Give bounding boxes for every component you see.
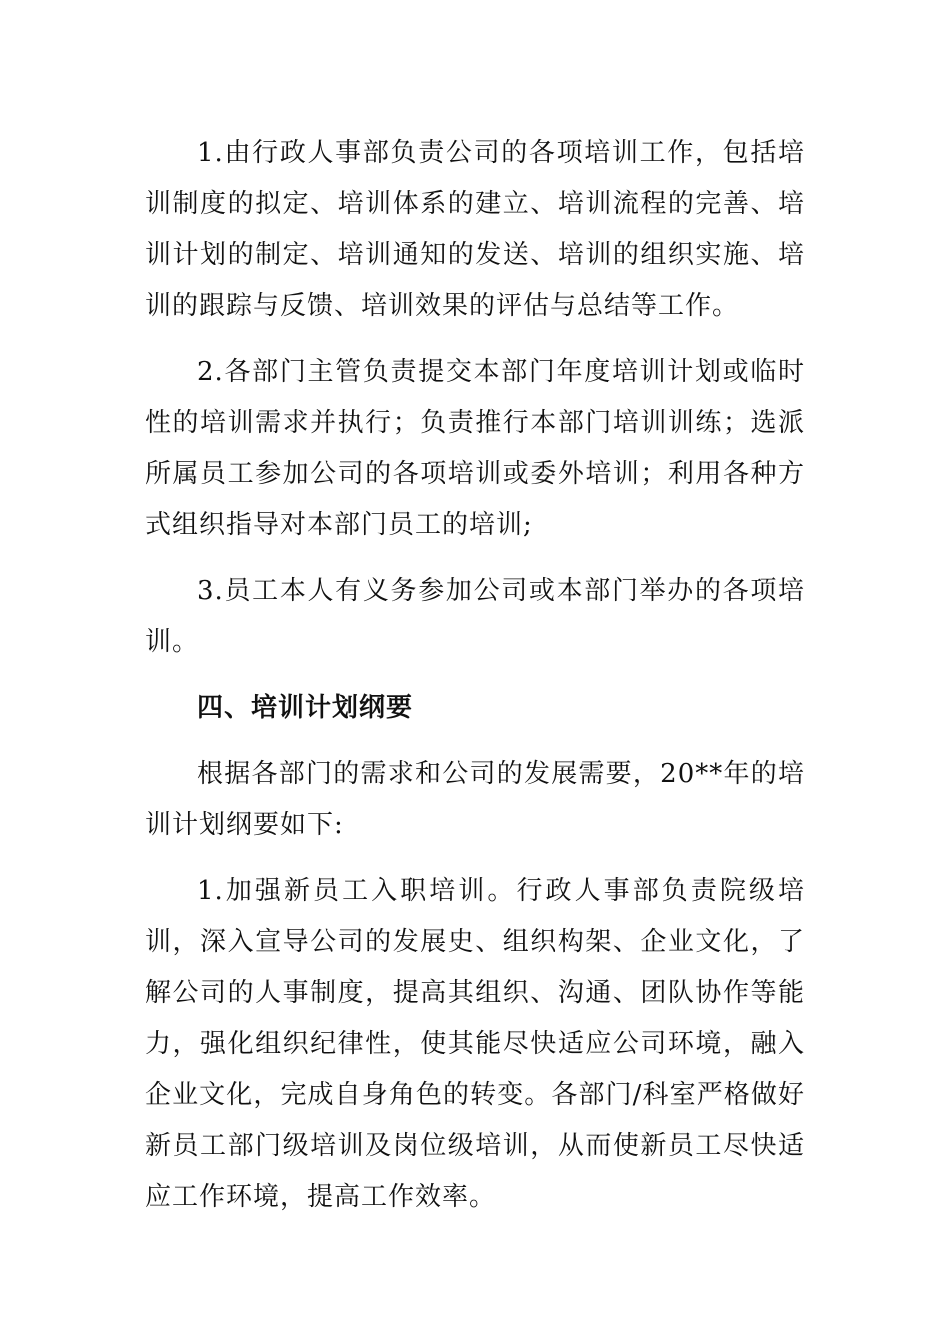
paragraph-plan-item-1: 1.加强新员工入职培训。行政人事部负责院级培训，深入宣导公司的发展史、组织构架、企业文化，了解公司的人事制度，提高其组织、沟通、团队协作等能力，强化组织纪律性，使其能尽快适应公司环境，融入企业文化，完成自身角色的转变。各部门/科室严格做好新员工部门级培训及岗位级培训，从而使新员工尽快适应工作环境，提高工作效率。 [145, 876, 805, 1212]
paragraph-responsibility-employees: 3.员工本人有义务参加公司或本部门举办的各项培训。 [145, 576, 805, 657]
paragraph-responsibility-departments: 2.各部门主管负责提交本部门年度培训计划或临时性的培训需求并执行；负责推行本部门培训训练；选派所属员工参加公司的各项培训或委外培训；利用各种方式组织指导对本部门员工的培训; [145, 357, 805, 540]
paragraph-plan-intro: 根据各部门的需求和公司的发展需要，20**年的培训计划纲要如下: [145, 759, 805, 840]
paragraph-responsibility-hr: 1.由行政人事部负责公司的各项培训工作，包括培训制度的拟定、培训体系的建立、培训流程的完善、培训计划的制定、培训通知的发送、培训的组织实施、培训的跟踪与反馈、培训效果的评估与总结等工作。 [145, 138, 805, 321]
section-heading: 四、培训计划纲要 [197, 693, 414, 723]
document-body [145, 128, 805, 1223]
